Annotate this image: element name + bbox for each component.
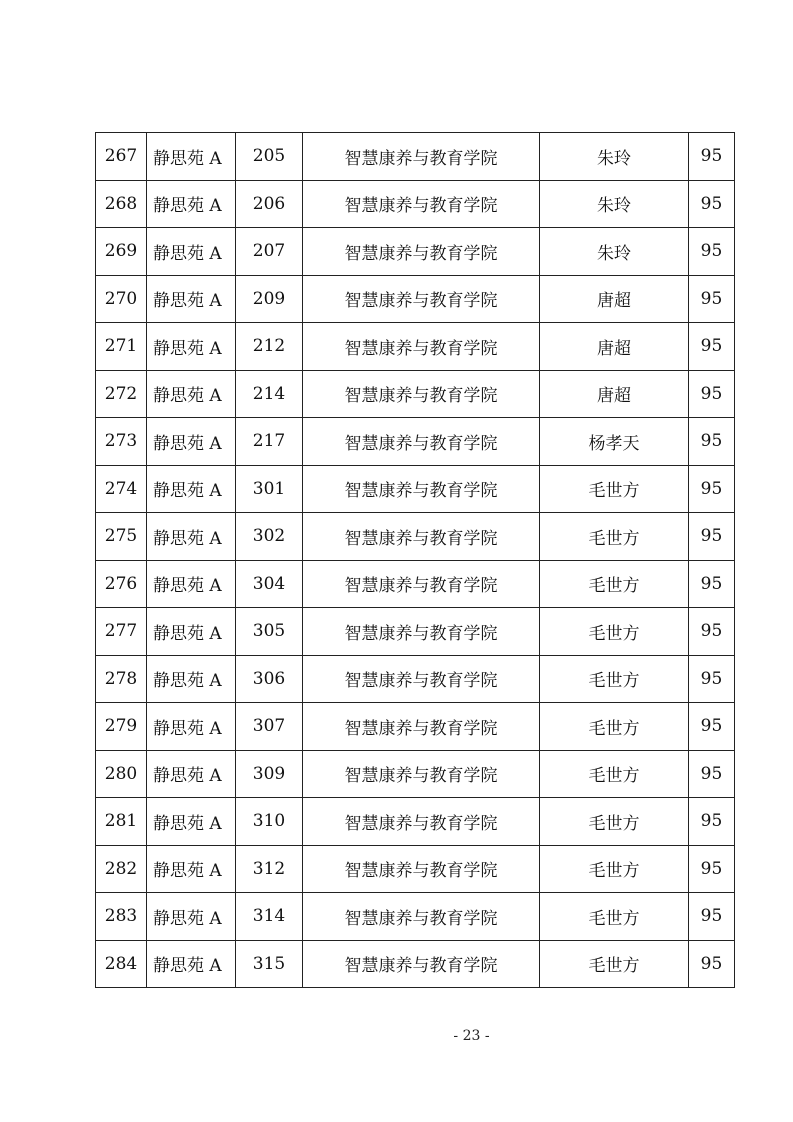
room-cell: 217 [236,418,303,466]
building-cell: 静思苑 A [147,228,236,276]
table-row [96,133,735,181]
teacher-cell: 毛世方 [540,750,689,798]
row-number-cell: 273 [96,418,147,466]
row-number-cell: 281 [96,798,147,846]
row-number-cell: 283 [96,893,147,941]
building-cell: 静思苑 A [147,180,236,228]
college-cell: 智慧康养与教育学院 [303,323,540,371]
building-cell: 静思苑 A [147,323,236,371]
building-cell: 静思苑 A [147,133,236,181]
college-cell: 智慧康养与教育学院 [303,703,540,751]
score-cell: 95 [689,180,735,228]
teacher-cell: 唐超 [540,323,689,371]
college-cell: 智慧康养与教育学院 [303,655,540,703]
building-cell: 静思苑 A [147,845,236,893]
college-cell: 智慧康养与教育学院 [303,940,540,988]
teacher-cell: 毛世方 [540,560,689,608]
room-cell: 312 [236,845,303,893]
college-cell: 智慧康养与教育学院 [303,370,540,418]
room-cell: 305 [236,608,303,656]
score-cell: 95 [689,513,735,561]
teacher-cell: 毛世方 [540,655,689,703]
teacher-cell: 毛世方 [540,798,689,846]
building-cell: 静思苑 A [147,465,236,513]
page-number: - 23 - [453,1028,490,1044]
building-cell: 静思苑 A [147,275,236,323]
teacher-cell: 朱玲 [540,133,689,181]
teacher-cell: 唐超 [540,370,689,418]
teacher-cell: 毛世方 [540,465,689,513]
table-row [96,750,735,798]
table-row [96,323,735,371]
table-row [96,608,735,656]
score-cell: 95 [689,845,735,893]
room-cell: 302 [236,513,303,561]
room-cell: 301 [236,465,303,513]
room-cell: 306 [236,655,303,703]
teacher-cell: 朱玲 [540,228,689,276]
room-cell: 205 [236,133,303,181]
room-cell: 314 [236,893,303,941]
table-body [96,133,735,988]
room-cell: 214 [236,370,303,418]
table-row [96,228,735,276]
college-cell: 智慧康养与教育学院 [303,560,540,608]
building-cell: 静思苑 A [147,655,236,703]
building-cell: 静思苑 A [147,798,236,846]
score-cell: 95 [689,370,735,418]
college-cell: 智慧康养与教育学院 [303,180,540,228]
table-row [96,275,735,323]
teacher-cell: 唐超 [540,275,689,323]
college-cell: 智慧康养与教育学院 [303,228,540,276]
building-cell: 静思苑 A [147,893,236,941]
score-cell: 95 [689,655,735,703]
row-number-cell: 275 [96,513,147,561]
table-row [96,703,735,751]
table-row [96,560,735,608]
building-cell: 静思苑 A [147,560,236,608]
score-cell: 95 [689,703,735,751]
row-number-cell: 278 [96,655,147,703]
table-row [96,845,735,893]
teacher-cell: 毛世方 [540,845,689,893]
table-row [96,798,735,846]
college-cell: 智慧康养与教育学院 [303,418,540,466]
teacher-cell: 毛世方 [540,940,689,988]
teacher-cell: 朱玲 [540,180,689,228]
building-cell: 静思苑 A [147,608,236,656]
table-row [96,180,735,228]
table-row [96,465,735,513]
room-cell: 315 [236,940,303,988]
score-cell: 95 [689,133,735,181]
row-number-cell: 274 [96,465,147,513]
row-number-cell: 284 [96,940,147,988]
score-cell: 95 [689,560,735,608]
score-cell: 95 [689,940,735,988]
room-cell: 206 [236,180,303,228]
dorm-score-table [95,132,735,988]
table-row [96,893,735,941]
room-cell: 310 [236,798,303,846]
row-number-cell: 269 [96,228,147,276]
college-cell: 智慧康养与教育学院 [303,465,540,513]
room-cell: 209 [236,275,303,323]
college-cell: 智慧康养与教育学院 [303,608,540,656]
row-number-cell: 271 [96,323,147,371]
score-cell: 95 [689,798,735,846]
room-cell: 307 [236,703,303,751]
row-number-cell: 268 [96,180,147,228]
score-cell: 95 [689,418,735,466]
table-row [96,418,735,466]
building-cell: 静思苑 A [147,940,236,988]
college-cell: 智慧康养与教育学院 [303,275,540,323]
row-number-cell: 272 [96,370,147,418]
building-cell: 静思苑 A [147,750,236,798]
row-number-cell: 276 [96,560,147,608]
teacher-cell: 杨孝天 [540,418,689,466]
score-cell: 95 [689,323,735,371]
building-cell: 静思苑 A [147,418,236,466]
score-cell: 95 [689,893,735,941]
score-cell: 95 [689,750,735,798]
table-row [96,655,735,703]
room-cell: 309 [236,750,303,798]
college-cell: 智慧康养与教育学院 [303,893,540,941]
row-number-cell: 280 [96,750,147,798]
teacher-cell: 毛世方 [540,703,689,751]
table-row [96,940,735,988]
score-cell: 95 [689,228,735,276]
table-row [96,513,735,561]
teacher-cell: 毛世方 [540,513,689,561]
building-cell: 静思苑 A [147,703,236,751]
score-cell: 95 [689,275,735,323]
room-cell: 207 [236,228,303,276]
teacher-cell: 毛世方 [540,893,689,941]
college-cell: 智慧康养与教育学院 [303,750,540,798]
college-cell: 智慧康养与教育学院 [303,845,540,893]
row-number-cell: 270 [96,275,147,323]
row-number-cell: 282 [96,845,147,893]
score-cell: 95 [689,465,735,513]
row-number-cell: 267 [96,133,147,181]
table-row [96,370,735,418]
college-cell: 智慧康养与教育学院 [303,133,540,181]
building-cell: 静思苑 A [147,370,236,418]
college-cell: 智慧康养与教育学院 [303,798,540,846]
room-cell: 304 [236,560,303,608]
college-cell: 智慧康养与教育学院 [303,513,540,561]
score-cell: 95 [689,608,735,656]
row-number-cell: 279 [96,703,147,751]
teacher-cell: 毛世方 [540,608,689,656]
row-number-cell: 277 [96,608,147,656]
room-cell: 212 [236,323,303,371]
building-cell: 静思苑 A [147,513,236,561]
